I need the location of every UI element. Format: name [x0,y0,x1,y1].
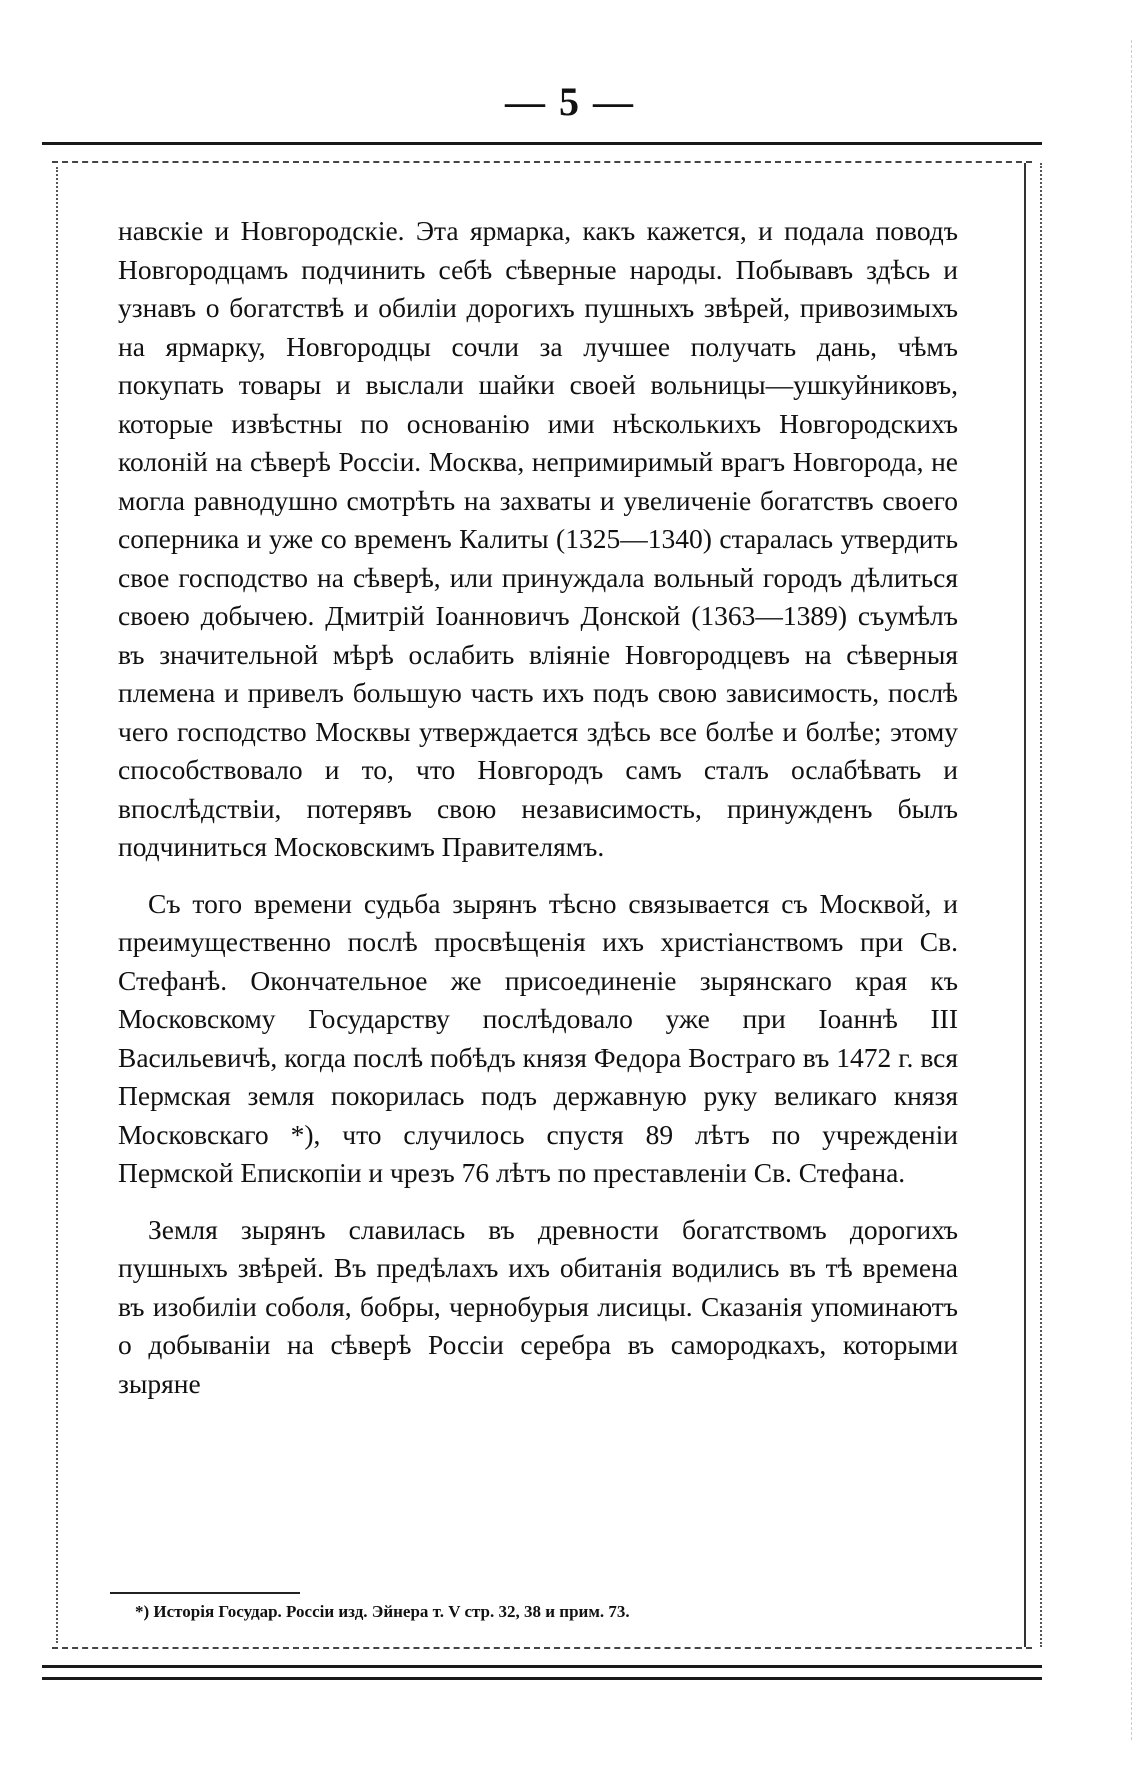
frame-left-border [56,167,58,1643]
bottom-rule [42,1677,1042,1680]
paragraph-3: Земля зырянъ славилась въ древности богатствомъ дорогихъ пушныхъ звѣрей. Въ предѣлахъ ихъ обитанія водились въ тѣ времена въ изобиліи соболя, бобры, чернобурыя лисицы. Сказанія упоминаютъ о добываніи на сѣверѣ Россіи серебра въ самородкахъ, которыми зыряне [118,1213,958,1399]
paragraph-1: навскіе и Новгородскіе. Эта ярмарка, какъ кажется, и подала поводъ Новгородцамъ подчинить себѣ сѣверные народы. Побывавъ здѣсь и узнавъ о богатствѣ и обиліи дорогихъ пушныхъ звѣрей, привозимыхъ на ярмарку, Новгородцы сочли за лучшее получать дань, чѣмъ покупать товары и выслали шайки своей вольницы—ушкуйниковъ, которые извѣстны по основанію ими нѣсколькихъ Новгородскихъ колоній на сѣверѣ Россіи. Москва, непримиримый врагъ Новгорода, не могла равнодушно смотрѣть на захваты и увеличеніе богатствъ своего соперника и уже со временъ Калиты (1325—1340) старалась утвердить свое господство на сѣверѣ, или принуждала вольный городъ дѣлиться своею добычею. Дмитрій Іоанновичъ Донской (1363—1389) съумѣлъ въ значительной мѣрѣ ослабить вліяніе Новгородцевъ на сѣверныя племена и привелъ большую часть ихъ подъ свою зависимость, послѣ чего господство Москвы утверждается здѣсь все болѣе и болѣе; этому способствовало и то, что Новгородъ самъ сталъ ослабѣвать и впослѣдствіи, потерявъ свою независимость, принужденъ былъ подчиниться Московскимъ Правителямъ. [118,215,958,862]
paragraph-2: Съ того времени судьба зырянъ тѣсно связывается съ Москвой, и преимущественно послѣ просвѣщенія ихъ христіанствомъ при Св. Стефанѣ. Окончательное же присоединеніе зырянскаго края къ Московскому Государству послѣдовало уже при Іоаннѣ III Васильевичѣ, когда послѣ побѣдъ князя Федора Вострaго въ 1472 г. вся Пермская земля покорилась подъ державную руку великаго князя Московскаго *), что случилось спустя 89 лѣтъ по учрежденіи Пермской Епископіи и чрезъ 76 лѣтъ по преставленіи Св. Стефана. [118,887,958,1188]
page-number: — 5 — [505,79,635,124]
frame-right-border [1024,163,1042,1647]
scan-edge-mark [1131,40,1132,1740]
footnote: *) Исторія Госудaр. Россіи изд. Эйнера т. V стр. 32, 38 и прим. 73. [135,1602,630,1621]
body-text [118,212,958,1421]
footnote-divider [110,1592,300,1594]
